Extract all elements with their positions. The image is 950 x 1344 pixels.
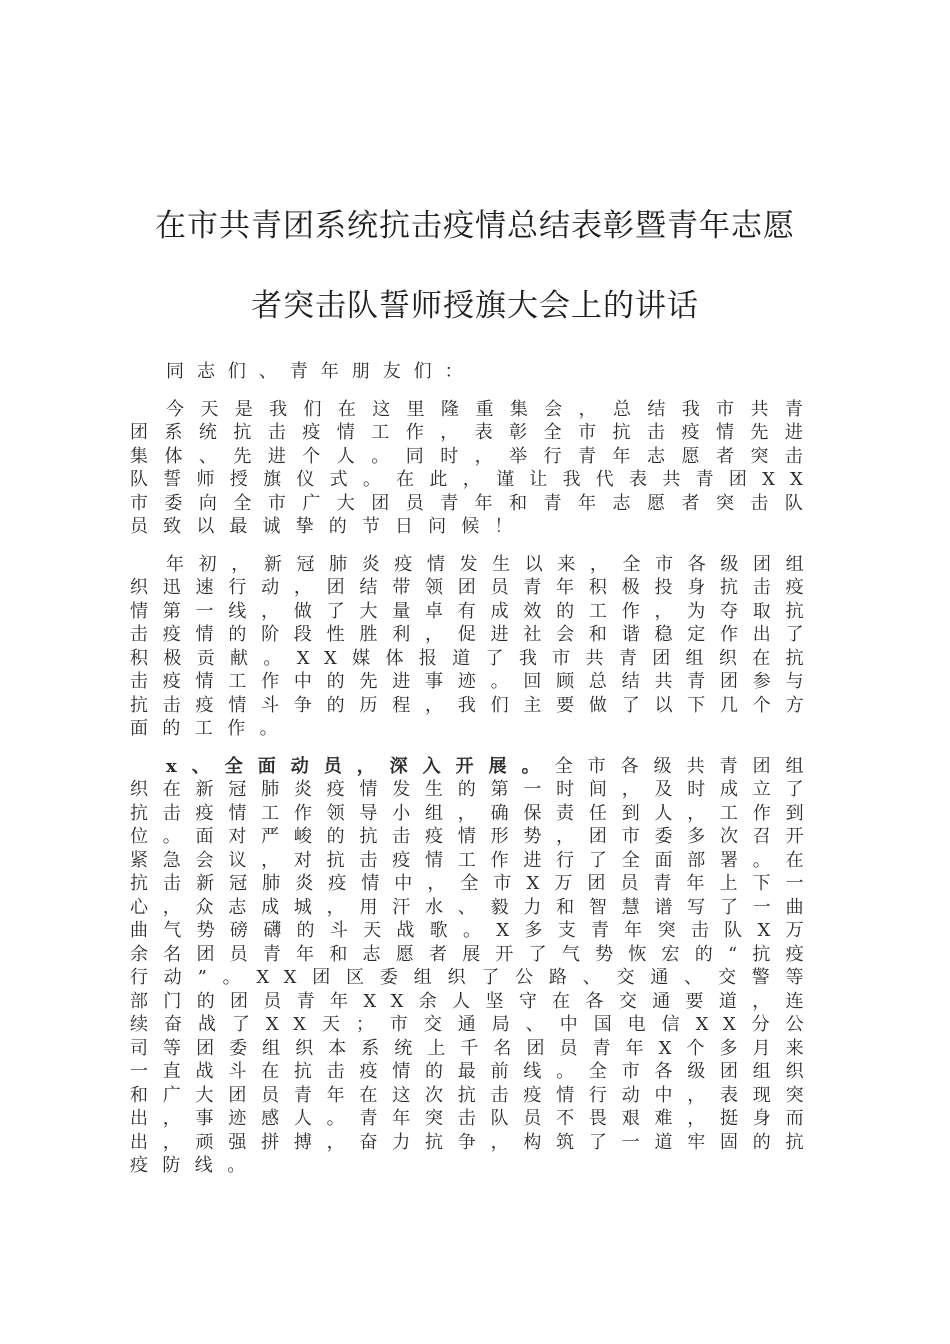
paragraph-3-heading: x、全面动员，深入开展。 — [166, 755, 555, 777]
document-title-line-1: 在市共青团系统抗击疫情总结表彰暨青年志愿 — [155, 208, 795, 244]
paragraph-3-body: 全市各级共青团组织在新冠肺炎疫情发生的第一时间，及时成立了抗击疫情工作领导小组，确保责任到人，工作到位。面对严峻的抗击疫情形势，团市委多次召开紧急会议，对抗击疫情工作进行了全面部署。在抗击新冠肺炎疫情中，全市X万团员青年上下一心，众志成城，用汗水、毅力和智慧谱写了一曲曲气势磅礴的斗天战歌。X多支青年突击队X万余名团员青年和志愿者展开了气势恢宏的“抗疫行动”。XX团区委组织了公路、交通、交警等部门的团员青年XX余人坚守在各交通要道，连续奋战了XX天；市交通局、中国电信XX分公司等团委组织本系统上千名团员青年X个多月来一直战斗在抗击疫情的最前线。全市各级团组织和广大团员青年在这次抗击疫情行动中，表现突出，事迹感人。青年突击队员不畏艰难，挺身而出，顽强拼搏，奋力抗争，构筑了一道牢固的抗疫防线。 — [130, 755, 819, 1176]
paragraph-1: 今天是我们在这里隆重集会，总结我市共青团系统抗击疫情工作，表彰全市抗击疫情先进集体、先进个人。同时，举行青年志愿者突击队誓师授旗仪式。在此，谨让我代表共青团XX市委向全市广大团员青年和青年志愿者突击队员致以最诚挚的节日问候！ — [130, 398, 818, 537]
paragraph-3 — [130, 755, 818, 1178]
document-body — [130, 360, 818, 1192]
greeting: 同志们、青年朋友们： — [166, 361, 476, 382]
paragraph-2: 年初，新冠肺炎疫情发生以来，全市各级团组织迅速行动，团结带领团员青年积极投身抗击疫情第一线，做了大量卓有成效的工作，为夺取抗击疫情的阶段性胜利，促进社会和谐稳定作出了积极贡献。XX媒体报道了我市共青团组织在抗击疫情工作中的先进事迹。回顾总结共青团参与抗击疫情斗争的历程，我们主要做了以下几个方面的工作。 — [130, 553, 818, 739]
document-title-line-2: 者突击队誓师授旗大会上的讲话 — [251, 288, 699, 324]
